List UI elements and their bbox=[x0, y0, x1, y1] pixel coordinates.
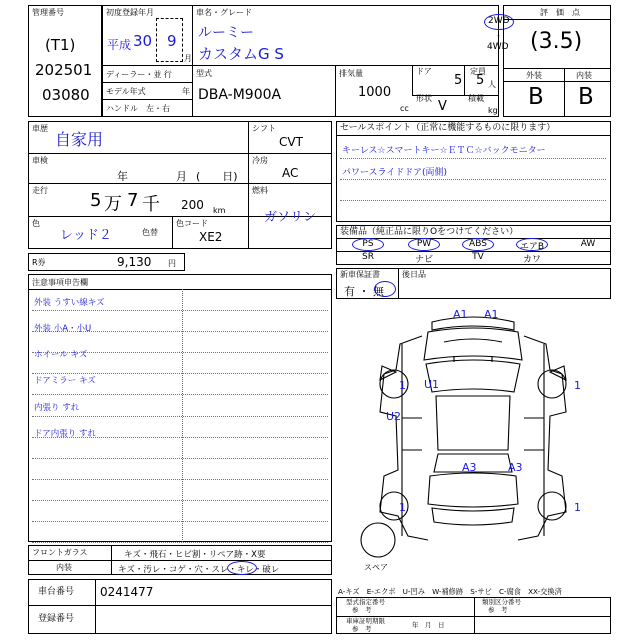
recycle-box bbox=[28, 253, 185, 271]
class-ref-sub: 参 考 bbox=[488, 606, 508, 614]
exterior-score: B bbox=[528, 84, 544, 110]
type-ref-label: 型式指定番号 bbox=[346, 598, 385, 606]
recycle-label: R券 bbox=[32, 258, 46, 267]
note-line: 外装 うすい線キズ bbox=[34, 298, 105, 308]
handle-label: ハンドル 左・右 bbox=[106, 104, 170, 113]
evaluation-label: 評 価 点 bbox=[540, 8, 580, 17]
note-line: ホイール キズ bbox=[34, 350, 88, 361]
drive-sep: ・ bbox=[494, 32, 504, 42]
equipment-item: PW bbox=[416, 239, 432, 249]
equipment-circle bbox=[408, 238, 440, 251]
equipment-circle bbox=[462, 238, 494, 251]
chassis-value: 0241477 bbox=[100, 585, 154, 599]
ac-label: 冷房 bbox=[252, 156, 268, 165]
recycle-value: 9,130 bbox=[117, 255, 152, 269]
mark-1-front-left: 1 bbox=[399, 379, 406, 392]
equipment-item: PS bbox=[362, 239, 374, 249]
management-number-line2: 202501 bbox=[35, 61, 93, 79]
sales-point-2: パワースライドドア(両側) bbox=[342, 168, 448, 178]
inspection-month: 月 bbox=[176, 170, 187, 183]
dealer-label: ディーラー・並 行 bbox=[106, 70, 172, 79]
equipment-circle bbox=[516, 238, 548, 251]
warranty-none-circle bbox=[374, 281, 396, 297]
sales-points-label: セールスポイント（正常に機能するものに限ります） bbox=[340, 123, 556, 133]
capacity-label: 定員 bbox=[470, 67, 486, 76]
management-number-line3: 03080 bbox=[42, 86, 90, 104]
recycle-unit: 円 bbox=[168, 259, 176, 268]
registration-era: 平成 bbox=[107, 38, 132, 52]
mileage-man: 5 bbox=[90, 190, 102, 211]
mark-1-rear-right: 1 bbox=[574, 501, 581, 514]
mileage-man-unit: 万 bbox=[104, 194, 122, 215]
equipment-item: SR bbox=[362, 252, 374, 262]
interior-label: 内装 bbox=[576, 71, 592, 80]
exterior-label: 外装 bbox=[526, 71, 542, 80]
equipment-item: カワ bbox=[522, 255, 541, 265]
damage-legend: A-キズ E-エクボ U-凹み W-補修跡 S-サビ C-腐食 XX-交換済 bbox=[338, 587, 562, 596]
color-code-label: 色コード bbox=[176, 219, 208, 228]
color-label: 色 bbox=[32, 219, 40, 228]
drive-2wd: 2WD bbox=[488, 16, 510, 26]
mark-a3-right: A3 bbox=[508, 461, 523, 474]
shape-value: V bbox=[438, 99, 447, 114]
load-unit: kg bbox=[488, 106, 498, 115]
fuel-value: ガソリン bbox=[264, 210, 317, 225]
mark-a1-right: A1 bbox=[484, 308, 499, 321]
fuel-label: 燃料 bbox=[252, 186, 268, 195]
equipment-item: ABS bbox=[469, 239, 487, 249]
warranty-value: 有 ・ 無 bbox=[344, 285, 384, 298]
evaluation-score: (3.5) bbox=[530, 29, 583, 54]
evaluation-box bbox=[503, 5, 611, 117]
history-value: 自家用 bbox=[55, 130, 104, 149]
mark-u2: U2 bbox=[386, 410, 402, 423]
car-damage-diagram bbox=[336, 300, 611, 585]
note-line: ドア内張り すれ bbox=[34, 428, 96, 439]
chassis-label: 車台番号 bbox=[38, 587, 75, 597]
registration-year: 30 bbox=[133, 32, 153, 50]
front-glass-label: フロントガラス bbox=[32, 548, 88, 557]
type-ref-sub: 参 考 bbox=[352, 606, 372, 614]
management-number-label: 管理番号 bbox=[32, 8, 64, 17]
equipment-item: TV bbox=[472, 252, 484, 262]
equipment-item: AW bbox=[580, 239, 596, 249]
mark-a3-left: A3 bbox=[462, 461, 477, 474]
spare-label: スペア bbox=[364, 563, 388, 572]
load-label: 積載 bbox=[468, 94, 484, 103]
displacement-value: 1000 bbox=[358, 85, 392, 100]
mark-a1-left: A1 bbox=[453, 308, 468, 321]
mileage-rest: 200 bbox=[181, 198, 204, 212]
management-number-line1: (T1) bbox=[45, 36, 76, 54]
shape-label: 形状 bbox=[416, 94, 432, 103]
capacity-unit: 人 bbox=[488, 80, 496, 89]
warranty-label: 新車保証書 bbox=[340, 270, 380, 279]
color-change-label: 色替 bbox=[142, 228, 158, 237]
registration-number-label: 登録番号 bbox=[38, 614, 75, 624]
door-value: 5 bbox=[454, 73, 463, 88]
inspection-day: ( 日) bbox=[196, 170, 238, 183]
front-glass-options: キズ・飛石・ヒビ割・リペア跡・X要 bbox=[124, 550, 266, 560]
capacity-value: 5 bbox=[476, 73, 485, 88]
mark-1-rear-left: 1 bbox=[399, 501, 406, 514]
shift-label: シフト bbox=[252, 124, 276, 133]
cert-date: 年 月 日 bbox=[412, 621, 445, 629]
later-items-label: 後日品 bbox=[402, 270, 426, 279]
car-grade: カスタムG S bbox=[198, 45, 284, 63]
mileage-unit: km bbox=[213, 206, 226, 215]
mileage-sen: 7 bbox=[127, 190, 139, 211]
model-year-label: モデル年式 bbox=[106, 87, 146, 96]
class-ref-label: 類別区分番号 bbox=[482, 598, 521, 606]
type-label: 型式 bbox=[196, 69, 212, 78]
color-value: レッド２ bbox=[60, 228, 112, 243]
mark-1-front-right: 1 bbox=[574, 379, 581, 392]
cert-label: 車庫証明期限 bbox=[346, 617, 385, 625]
interior-cond-label: 内装 bbox=[56, 563, 72, 572]
registration-month: 9 bbox=[167, 32, 177, 50]
notes-label: 注意事項申告欄 bbox=[32, 278, 88, 287]
note-line: 内張り すれ bbox=[34, 402, 80, 413]
interior-cond-options: キズ・汚レ・コゲ・穴・スレ・キレ・破レ bbox=[118, 565, 280, 575]
history-label: 車歴 bbox=[32, 124, 48, 133]
model-year-unit: 年 bbox=[182, 87, 190, 96]
first-registration-label: 初度登録年月 bbox=[106, 8, 154, 17]
interior-sure-circle bbox=[227, 561, 257, 575]
inspection-label: 車検 bbox=[32, 156, 48, 165]
cert-sub: 参 考 bbox=[352, 625, 372, 633]
note-line: 外装 小A・小U bbox=[34, 324, 92, 335]
month-unit: 月 bbox=[184, 54, 192, 63]
drive-4wd: 4WD bbox=[487, 42, 509, 52]
note-line: ドアミラー キズ bbox=[34, 376, 96, 387]
sales-point-1: キーレス☆スマートキー☆ＥＴＣ☆バックモニター bbox=[342, 146, 546, 156]
equipment-item: エアB bbox=[519, 242, 545, 252]
equipment-circle bbox=[352, 238, 384, 251]
mileage-label: 走行 bbox=[32, 186, 48, 195]
displacement-unit: cc bbox=[400, 104, 409, 113]
interior-score: B bbox=[578, 84, 594, 110]
car-name-label: 車名・グレード bbox=[196, 8, 252, 17]
equipment-label: 装備品（純正品に限りOをつけてください） bbox=[340, 227, 519, 237]
color-code: XE2 bbox=[199, 230, 223, 244]
door-label: ドア bbox=[416, 67, 432, 76]
shift-value: CVT bbox=[279, 135, 303, 149]
equipment-item: ナビ bbox=[414, 255, 433, 265]
inspection-year: 年 bbox=[117, 170, 128, 183]
type-value: DBA-M900A bbox=[198, 87, 282, 103]
displacement-label: 排気量 bbox=[339, 69, 363, 78]
ac-value: AC bbox=[282, 166, 299, 180]
mileage-sen-unit: 千 bbox=[142, 194, 160, 215]
mark-u1: U1 bbox=[424, 378, 440, 391]
car-name: ルーミー bbox=[198, 25, 254, 41]
